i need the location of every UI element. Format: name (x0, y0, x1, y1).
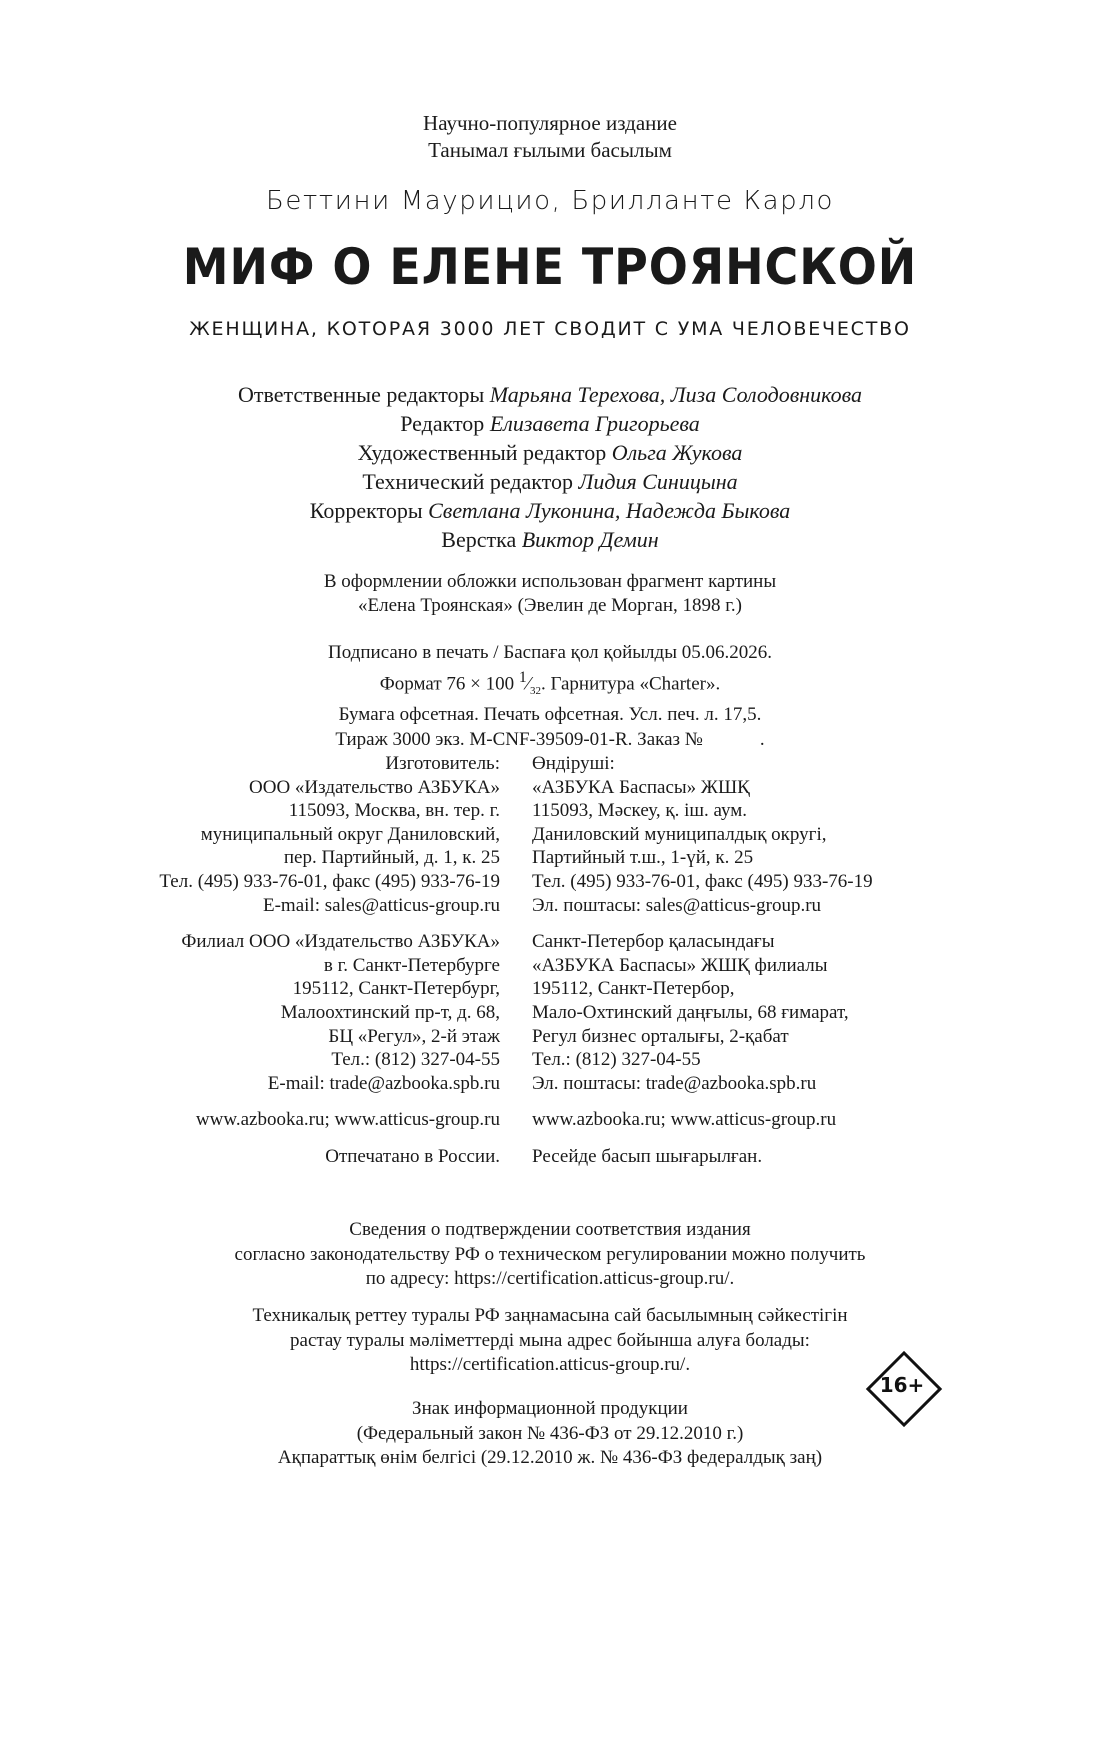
print-info (0, 641, 1100, 752)
address-line: Партийный т.ш., 1-үй, к. 25 (532, 847, 754, 869)
address-line: БЦ «Регул», 2-й этаж (328, 1025, 500, 1047)
credit-role: Корректоры (309, 498, 423, 523)
age-rating-label: 16+ (879, 1373, 925, 1397)
credit-name: Елизавета Григорьева (489, 411, 700, 436)
phone-line: Тел.: (812) 327-04-55 (331, 1049, 500, 1071)
credit-name: Светлана Луконина, Надежда Быкова (428, 498, 791, 523)
web-block-ru (159, 1108, 500, 1132)
format-prefix: Формат 76 × 100 (379, 672, 519, 694)
printed-block-ru (159, 1145, 500, 1169)
credit-line (0, 467, 1100, 496)
manufacturer-name: «АЗБУКА Баспасы» ЖШҚ (532, 776, 750, 798)
format-suffix: . Гарнитура «Charter». (540, 672, 721, 694)
manufacturer-block-ru (159, 752, 500, 917)
format-fraction-num: 1 (518, 668, 527, 686)
cert-line: по адресу: https://certification.atticus-group.ru/. (365, 1268, 735, 1289)
credit-name: Виктор Демин (521, 527, 659, 552)
publisher-column-ru (159, 752, 500, 1182)
address-line: пер. Партийный, д. 1, к. 25 (283, 847, 500, 869)
sign-line: Ақпараттық өнім белгісі (29.12.2010 ж. № 436-ФЗ федералдық заң) (277, 1447, 823, 1468)
web-block-kz (532, 1108, 873, 1132)
credit-line (0, 409, 1100, 438)
printed-in-line: Ресейде басып шығарылған. (532, 1145, 763, 1167)
website-line: www.azbooka.ru; www.atticus-group.ru (532, 1109, 837, 1131)
sign-line: Знак информационной продукции (412, 1398, 688, 1419)
print-run: Тираж 3000 экз. M-CNF-39509-01-R. Заказ № . (335, 728, 765, 750)
address-line: муниципальный округ Даниловский, (200, 823, 500, 845)
address-line: Регул бизнес орталығы, 2-қабат (532, 1025, 789, 1047)
credit-role: Художественный редактор (357, 440, 607, 465)
certification-note-kz (0, 1304, 1100, 1378)
email-line: Эл. поштасы: sales@atticus-group.ru (532, 894, 822, 916)
address-line: 195112, Санкт-Петербург, (292, 978, 500, 1000)
editorial-credits (0, 380, 1100, 554)
address-line: 195112, Санкт-Петербор, (532, 978, 735, 1000)
cover-note-line: В оформлении обложки использован фрагмент картины (323, 571, 777, 592)
address-line: Малоохтинский пр-т, д. 68, (280, 1001, 500, 1023)
address-line: Даниловский муниципалдық округі, (532, 823, 827, 845)
series-kz: Танымал ғылыми басылым (428, 138, 672, 162)
manufacturer-block-kz (532, 752, 873, 917)
branch-block-kz (532, 930, 873, 1095)
series-label (0, 110, 1100, 164)
sign-line: (Федеральный закон № 436-ФЗ от 29.12.2010 г.) (356, 1422, 744, 1444)
manufacturer-label: Өндіруші: (532, 753, 615, 774)
format-fraction-den: 32 (529, 684, 541, 697)
publisher-column-kz (532, 752, 873, 1182)
credit-role: Ответственные редакторы (237, 382, 485, 407)
email-line: E-mail: sales@atticus-group.ru (263, 894, 500, 916)
cert-line: Сведения о подтверждении соответствия издания (349, 1219, 751, 1240)
email-line: Эл. поштасы: trade@azbooka.spb.ru (532, 1072, 817, 1094)
credit-name: Марьяна Терехова, Лиза Солодовникова (489, 382, 863, 407)
manufacturer-name: ООО «Издательство АЗБУКА» (249, 776, 500, 798)
credit-role: Редактор (400, 411, 485, 436)
certification-note-ru (0, 1218, 1100, 1292)
print-paper: Бумага офсетная. Печать офсетная. Усл. печ. л. 17,5. (338, 704, 762, 726)
phone-line: Тел. (495) 933-76-01, факс (495) 933-76-19 (159, 870, 500, 892)
cover-note (0, 570, 1100, 618)
credit-line (0, 380, 1100, 409)
website-line: www.azbooka.ru; www.atticus-group.ru (195, 1109, 500, 1131)
cert-line: растау туралы мәліметтерді мына адрес бойынша алуға болады: (290, 1329, 810, 1351)
address-line: Мало-Охтинский даңғылы, 68 ғимарат, (532, 1001, 849, 1023)
book-title: МИФ О ЕЛЕНЕ ТРОЯНСКОЙ (182, 238, 918, 296)
address-line: 115093, Мәскеу, қ. іш. аум. (532, 800, 748, 822)
series-ru: Научно-популярное издание (423, 111, 677, 135)
cover-note-line: «Елена Троянская» (Эвелин де Морган, 1898 г.) (358, 595, 742, 616)
branch-name: Санкт-Петербор қаласындағы (532, 931, 775, 953)
information-product-sign (0, 1397, 1100, 1471)
print-signed-date: Подписано в печать / Баспаға қол қойылды 05.06.2026. (328, 642, 772, 663)
credit-line (0, 438, 1100, 467)
credit-name: Лидия Синицына (578, 469, 738, 494)
credit-role: Технический редактор (362, 469, 573, 494)
phone-line: Тел. (495) 933-76-01, факс (495) 933-76-19 (532, 870, 873, 892)
printed-block-kz (532, 1145, 873, 1169)
address-line: 115093, Москва, вн. тер. г. (288, 800, 500, 822)
email-line: E-mail: trade@azbooka.spb.ru (267, 1072, 500, 1094)
book-subtitle: ЖЕНЩИНА, КОТОРАЯ 3000 ЛЕТ СВОДИТ С УМА ЧЕЛОВЕЧЕСТВО (189, 318, 911, 340)
printed-in-line: Отпечатано в России. (325, 1145, 500, 1167)
cert-line: https://certification.atticus-group.ru/. (409, 1354, 691, 1375)
branch-city: «АЗБУКА Баспасы» ЖШҚ филиалы (532, 954, 828, 976)
credit-role: Верстка (441, 527, 517, 552)
authors: Беттини Маурицио, Брилланте Карло (266, 186, 834, 216)
phone-line: Тел.: (812) 327-04-55 (532, 1049, 701, 1071)
print-format: Формат 76 × 100 $^1⁄_{32}$. Гарнитура «Charter». (379, 668, 721, 697)
manufacturer-label: Изготовитель: (385, 753, 500, 774)
credit-line (0, 496, 1100, 525)
credit-name: Ольга Жукова (611, 440, 743, 465)
cert-line: согласно законодательству РФ о техническом регулировании можно получить (234, 1243, 866, 1265)
branch-block-ru (159, 930, 500, 1095)
credit-line (0, 525, 1100, 554)
branch-name: Филиал ООО «Издательство АЗБУКА» (181, 931, 500, 953)
cert-line: Техникалық реттеу туралы РФ заңнамасына сай басылымның сәйкестігін (252, 1305, 848, 1326)
branch-city: в г. Санкт-Петербурге (323, 954, 500, 976)
